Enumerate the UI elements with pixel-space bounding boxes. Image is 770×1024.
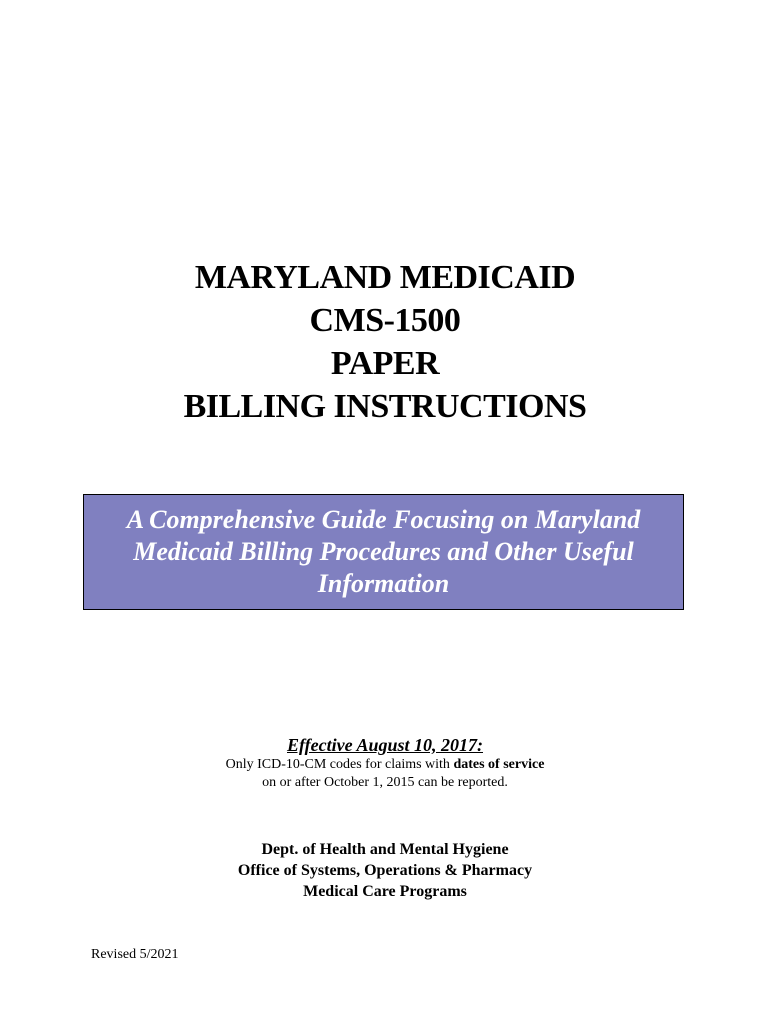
department-line-3: Medical Care Programs	[303, 883, 467, 900]
subtitle-banner	[83, 494, 684, 610]
effective-note-line-2: on or after October 1, 2015 can be reported.	[262, 775, 508, 790]
title-line-1: MARYLAND MEDICAID	[194, 259, 576, 296]
subtitle-line-3: Information	[317, 569, 450, 598]
title-line-4: BILLING INSTRUCTIONS	[183, 388, 587, 425]
effective-notice	[0, 734, 770, 792]
title-line-3: PAPER	[330, 345, 440, 382]
subtitle-line-2: Medicaid Billing Procedures and Other Useful	[133, 537, 634, 566]
department-line-1: Dept. of Health and Mental Hygiene	[261, 841, 509, 858]
effective-heading: Effective August 10, 2017:	[287, 735, 483, 755]
effective-note-bold: dates of service	[453, 757, 545, 772]
department-line-2: Office of Systems, Operations & Pharmacy	[237, 862, 533, 879]
department-info	[0, 839, 770, 902]
effective-note-line-1	[0, 756, 770, 774]
subtitle-line-1: A Comprehensive Guide Focusing on Maryland	[126, 505, 641, 534]
document-title	[0, 256, 770, 428]
revision-date: Revised 5/2021	[91, 947, 179, 962]
effective-note-prefix: Only ICD-10-CM codes for claims with	[225, 757, 454, 772]
title-line-2: CMS-1500	[309, 302, 461, 339]
